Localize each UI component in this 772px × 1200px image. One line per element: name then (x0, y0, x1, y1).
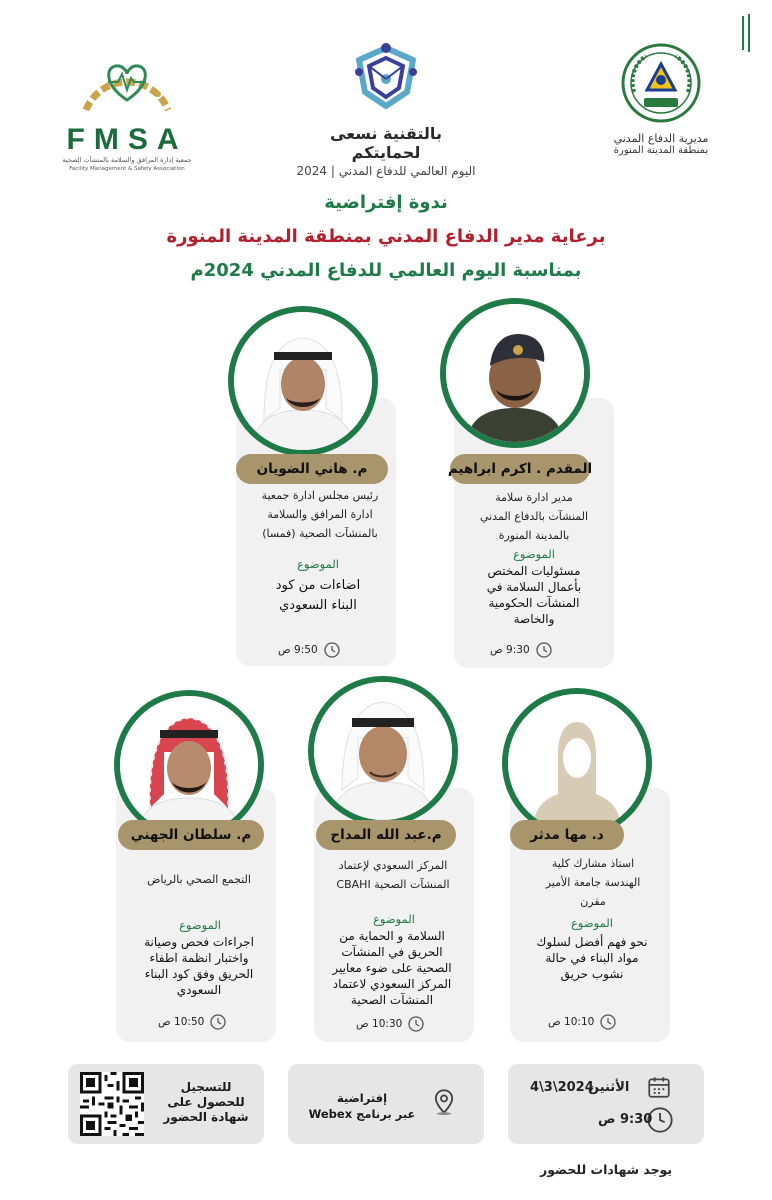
date-time-box (508, 1064, 704, 1144)
event-day: الأثنين (588, 1080, 630, 1095)
clock-icon (536, 642, 552, 658)
speaker-role-1: مدير ادارة سلامة المنشآت بالدفاع المدني بالمدينة المنورة (479, 491, 589, 542)
patronage-title: برعاية مدير الدفاع المدني بمنطقة المدينة المنورة (166, 226, 606, 247)
speaker-name-3: د. مها مدثر (510, 820, 624, 850)
topic-label-5: الموضوع (179, 918, 221, 932)
calendar-icon (646, 1074, 672, 1100)
speaker-role-4: المركز السعودي لإعتماد المنشآت الصحية CBAHI (336, 859, 450, 891)
speaker-role-3: استاذ مشارك كلية الهندسة جامعة الأمير مقرن (545, 857, 641, 908)
network-shield-icon (349, 42, 423, 112)
speaker-topic-4: السلامة و الحماية من الحريق في المنشآت الصحية على ضوء معايير المركز السعودي لاعتماد المنشآت الصحية (332, 929, 452, 1007)
speaker-time-2: 9:50 ص (278, 642, 340, 658)
speaker-photo-2 (228, 306, 378, 456)
clock-icon (324, 642, 340, 658)
speaker-photo-5 (114, 690, 264, 840)
speaker-name-1: المقدم . اكرم ابراهيم (450, 454, 590, 484)
fmsa-logo (62, 50, 192, 173)
event-type-title: ندوة إفتراضية (324, 192, 448, 213)
speaker-topic-5: اجراءات فحص وصيانة واختبار انظمة اطفاء الحريق وفق كود البناء السعودي (144, 935, 254, 997)
corner-decoration (742, 14, 750, 52)
clock-icon (210, 1014, 226, 1030)
speaker-time-3: 10:10 ص (548, 1014, 616, 1030)
civil-defense-day-logo (296, 42, 476, 178)
campaign-slogan: بالتقنية نسعى لحمايتكم (330, 124, 442, 162)
campaign-subtitle: اليوم العالمي للدفاع المدني | 2024 (296, 164, 476, 178)
directorate-name: مديرية الدفاع المدني (613, 132, 709, 145)
venue-text: إفتراضية عبر برنامج Webex (308, 1091, 416, 1121)
topic-label-3: الموضوع (571, 916, 613, 930)
topic-label-4: الموضوع (373, 912, 415, 926)
fmsa-acronym: FMSA (66, 123, 188, 156)
clock-icon (408, 1016, 424, 1032)
event-titles (0, 186, 772, 288)
speaker-name-4: م.عبد الله المداح (316, 820, 456, 850)
speaker-topic-2: اضاءات من كود البناء السعودي (275, 578, 361, 613)
certificate-note: يوجد شهادات للحضور (540, 1162, 673, 1177)
speaker-time-1: 9:30 ص (490, 642, 552, 658)
speaker-topic-3: نحو فهم أفضل لسلوك مواد البناء في حالة نشوب حريق (536, 935, 648, 981)
speaker-photo-1 (440, 298, 590, 448)
speaker-name-2: م. هاني الضويان (236, 454, 388, 484)
man-ghutra-avatar-icon (234, 312, 372, 450)
fmsa-gear-heart-icon (72, 50, 182, 116)
fmsa-name-en: Facility Management & Safety Association (69, 166, 185, 172)
topic-label-2: الموضوع (297, 557, 339, 571)
civil-defense-emblem-icon (620, 42, 702, 124)
registration-qr-code[interactable] (80, 1072, 144, 1136)
speaker-role-5: التجمع الصحي بالرياض (147, 873, 251, 886)
speaker-time-5: 10:50 ص (158, 1014, 226, 1030)
registration-text: للتسجيل للحصول على شهادة الحضور (163, 1080, 249, 1124)
speaker-name-5: م. سلطان الجهني (118, 820, 264, 850)
officer-avatar-icon (446, 304, 584, 442)
directorate-region: بمنطقة المدينة المنورة (613, 145, 709, 156)
event-date: 4\3\2024 (530, 1080, 594, 1095)
event-time: 9:30 ص (598, 1112, 653, 1127)
speaker-role-2: رئيس مجلس ادارة جمعية ادارة المرافق والسلامة بالمنشآت الصحية (فمسا) (261, 489, 379, 540)
woman-avatar-icon (508, 694, 646, 832)
man-shemagh-avatar-icon (120, 696, 258, 834)
speaker-topic-1: مسئوليات المختص بأعمال السلامة في المنشآت الحكومية والخاصة (486, 564, 582, 626)
speaker-photo-3 (502, 688, 652, 838)
location-pin-icon (430, 1088, 458, 1116)
occasion-title: بمناسبة اليوم العالمي للدفاع المدني 2024م (190, 260, 582, 281)
man-ghutra-avatar-icon (314, 682, 452, 820)
speaker-photo-4 (308, 676, 458, 826)
fmsa-name-ar: جمعية إدارة المرافق والسلامة بالمنشآت الصحية (62, 156, 192, 164)
topic-label-1: الموضوع (513, 547, 555, 561)
civil-defense-logo (596, 42, 726, 156)
speaker-time-4: 10:30 ص (356, 1016, 424, 1032)
clock-icon (600, 1014, 616, 1030)
